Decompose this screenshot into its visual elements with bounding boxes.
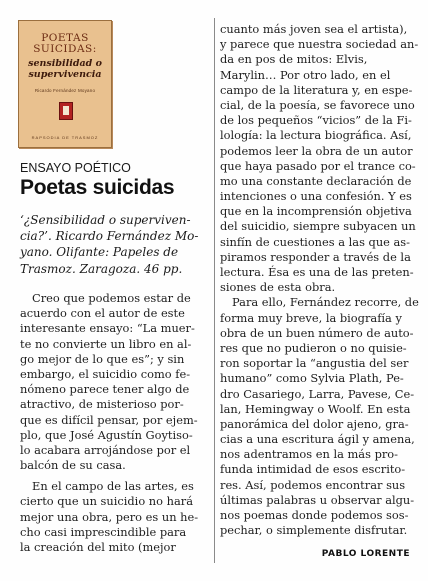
body-line: podemos leer la obra de un autor	[220, 143, 413, 158]
body-line: Marylin… Por otro lado, en el	[220, 67, 391, 82]
body-line: te no convierte un libro en al-	[20, 336, 192, 351]
body-line: últimas palabras u observar algu-	[220, 492, 415, 507]
body-line: lan, Hemingway o Woolf. En esta	[220, 401, 411, 416]
body-line: funda intimidad de esos escrito-	[220, 462, 406, 477]
body-line: nómeno parece tener algo de	[20, 382, 190, 397]
body-line: balcón de su casa.	[20, 458, 126, 473]
body-line: cial, de la poesía, se favorece uno	[220, 97, 415, 112]
body-line: humano” como Sylvia Plath, Pe-	[220, 371, 404, 386]
author-signature: PABLO LORENTE	[321, 549, 410, 559]
publisher-emblem-icon	[59, 102, 73, 120]
body-line: cho casi imprescindible para	[20, 524, 187, 539]
body-line: pechar, o simplemente disfrutar.	[220, 523, 408, 538]
body-line: Para ello, Fernández recorre, de	[232, 295, 419, 310]
body-line: dro Casariego, Larra, Pavese, Ce-	[220, 386, 415, 401]
body-line: que es difícil pensar, por ejem-	[20, 412, 198, 427]
body-line: la creación del mito (mejor	[20, 540, 176, 554]
right-column	[220, 22, 419, 538]
body-line: embargo, el suicidio como fe-	[20, 366, 191, 381]
body-line: Creo que podemos estar de	[32, 291, 191, 305]
body-line: lectura. Ésa es una de las preten-	[220, 265, 414, 279]
body-line: res. Así, podemos encontrar sus	[220, 477, 406, 492]
cover-subtitle: sensibilidad o supervivencia	[28, 58, 102, 80]
body-line: lo acabara arrojándose por el	[20, 442, 191, 457]
body-line: del suicidio, siempre subyacen un	[220, 219, 416, 234]
body-line: cuanto más joven sea el artista),	[220, 22, 408, 36]
body-line: y parece que nuestra sociedad an-	[220, 37, 419, 52]
body-line: piramos responder a través de la	[220, 249, 411, 264]
body-line: intenciones o una confesión. Y es	[220, 189, 412, 204]
book-cover-image	[18, 20, 112, 148]
column-divider	[214, 18, 215, 563]
body-line: lología: la lectura biográfica. Así,	[220, 128, 412, 143]
body-line: sinfín de cuestiones a las que as-	[220, 234, 411, 249]
body-line: atractivo, de misterioso por-	[20, 397, 184, 412]
body-line: de los pequeños “vicios” de la Fi-	[220, 113, 412, 128]
body-line: da en pos de mitos: Elvis,	[220, 52, 368, 67]
body-line: ron soportar la “angustia del ser	[220, 356, 409, 371]
body-line: cierto que un suicidio no hará	[20, 494, 193, 509]
left-column	[20, 291, 210, 555]
body-line: res que no pudieron o no quisie-	[220, 340, 407, 355]
body-line: siones de esta obra.	[220, 280, 336, 295]
body-line: plo, que José Agustín Goytiso-	[20, 427, 193, 442]
cover-publisher: RAPSODIA DE TRASMOZ	[31, 135, 99, 140]
body-line: En el campo de las artes, es	[32, 479, 194, 494]
headline: Poetas suicidas	[20, 176, 175, 199]
body-line: panorámica del dolor ajeno, gra-	[220, 416, 409, 431]
body-line: que en la incomprensión objetiva	[220, 204, 412, 219]
body-line: obra de un buen número de auto-	[220, 325, 414, 340]
body-line: interesante ensayo: “La muer-	[20, 321, 195, 336]
body-line: que haya pasado por el trance co-	[220, 158, 416, 173]
body-line: mo una constante declaración de	[220, 173, 412, 188]
cover-author: Ricardo Fernández Moyano	[34, 88, 96, 93]
body-line: go mejor de lo que es”; y sin	[20, 351, 185, 366]
body-line: forma muy breve, la biografía y	[220, 310, 402, 325]
cover-title: POETAS SUICIDAS:	[33, 32, 97, 55]
section-label: ENSAYO POÉTICO	[20, 161, 131, 175]
body-line: cias a una escritura ágil y amena,	[220, 432, 415, 447]
body-line: acuerdo con el autor de este	[20, 306, 185, 321]
body-line: mejor una obra, pero es un he-	[20, 509, 199, 524]
body-line: nos adentramos en la más pro-	[220, 447, 399, 462]
book-info: ‘¿Sensibilidad o superviven- cia?’. Ricardo Fernández Mo- yano. Olifante: Papeles de Trasmoz. Zaragoza. 46 pp.	[20, 213, 199, 276]
body-line: campo de la literatura y, en espe-	[220, 82, 413, 97]
body-line: nos poemas donde podemos sos-	[220, 508, 409, 522]
